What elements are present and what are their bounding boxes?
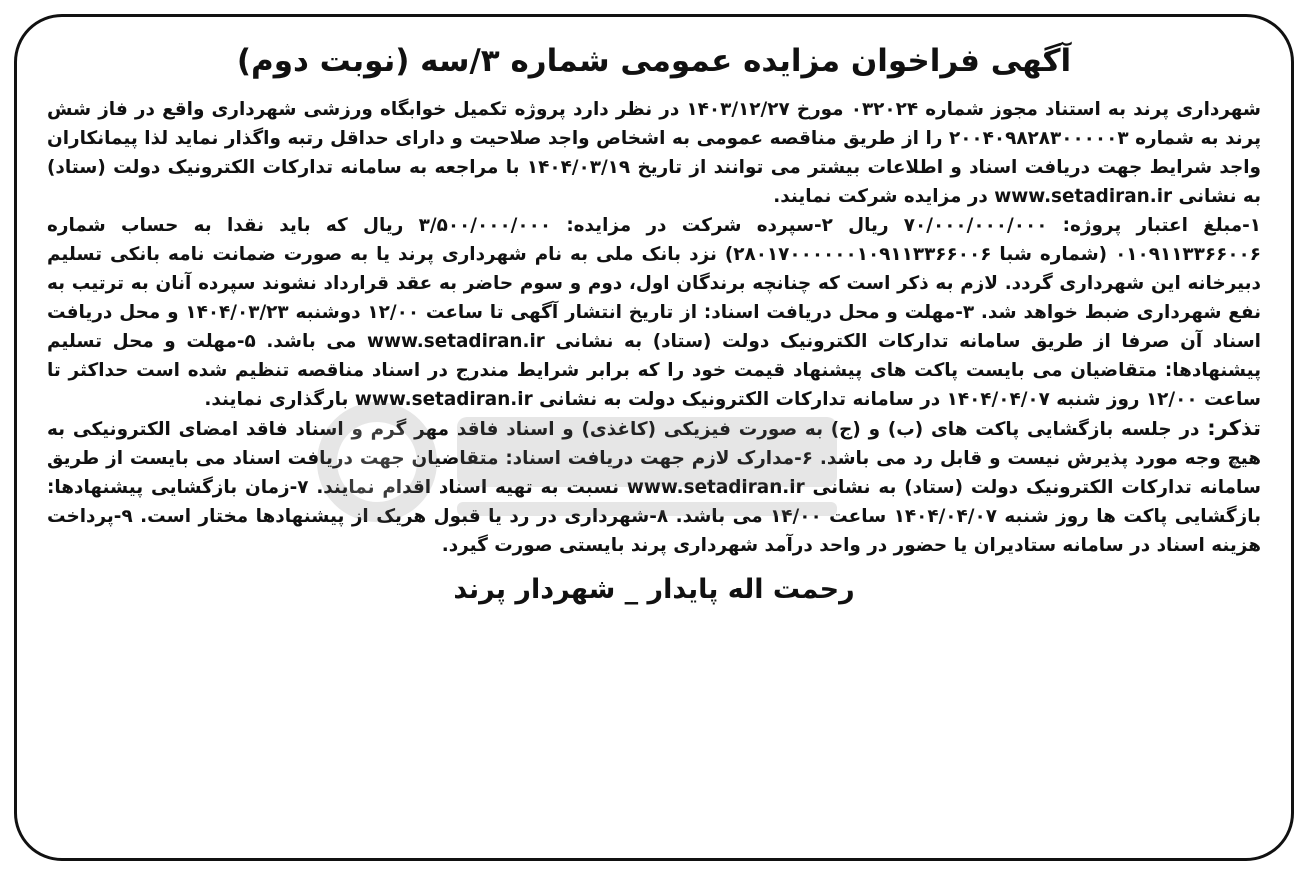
- notice-body: [47, 95, 1261, 560]
- note-text: در جلسه بازگشایی پاکت های (ب) و (ج) به صورت فیزیکی (کاغذی) و اسناد فاقد مهر گرم و اسناد فاقد امضای الکترونیکی به هیچ وجه مورد پذیرش نیست و قابل رد می باشد. ۶-مدارک لازم جهت دریافت اسناد: متقاضیان جهت دریافت اسناد می بایست از طریق سامانه تدارکات الکترونیک دولت (ستاد) به نشانی www.setadiran.ir نسبت به تهیه اسناد اقدام نمایند. ۷-زمان بازگشایی پیشنهادها: بازگشایی پاکت ها روز شنبه ۱۴۰۴/۰۴/۰۷ ساعت ۱۴/۰۰ می باشد. ۸-شهرداری در رد یا قبول هریک از پیشنهادها مختار است. ۹-پرداخت هزینه اسناد در سامانه ستادیران یا حضور در واحد درآمد شهرداری پرند بایستی صورت گیرد.: [47, 419, 1262, 556]
- note-label: تذکر:: [1207, 416, 1261, 440]
- notice-title: آگهی فراخوان مزایده عمومی شماره ۳/سه (نوبت دوم): [236, 43, 1072, 79]
- note-paragraph: [47, 414, 1261, 560]
- notice-frame: [14, 14, 1294, 861]
- intro-paragraph: شهرداری پرند به استناد مجوز شماره ۰۳۲۰۲۴ مورخ ۱۴۰۳/۱۲/۲۷ در نظر دارد پروژه تکمیل خوابگاه ورزشی شهرداری واقع در فاز شش پرند به شماره ۲۰۰۴۰۹۸۲۸۳۰۰۰۰۰۳ را از طریق مناقصه عمومی به اشخاص واجد صلاحیت و دارای حداقل رتبه واگذار نماید لذا پیمانکاران واجد شرایط جهت دریافت اسناد و اطلاعات بیشتر می توانند از تاریخ ۱۴۰۴/۰۳/۱۹ با مراجعه به سامانه تدارکات الکترونیک دولت (ستاد) به نشانی www.setadiran.ir در مزایده شرکت نمایند.: [47, 99, 1261, 207]
- signature: رحمت اله پایدار _ شهردار پرند: [453, 574, 855, 605]
- items-paragraph: ۱-مبلغ اعتبار پروژه: ۷۰/۰۰۰/۰۰۰/۰۰۰ ریال ۲-سپرده شرکت در مزایده: ۳/۵۰۰/۰۰۰/۰۰۰ ریال که باید نقدا به حساب شماره ۰۱۰۹۱۱۳۳۶۶۰۰۶ (شماره شبا ۲۸۰۱۷۰۰۰۰۰۰۱۰۹۱۱۳۳۶۶۰۰۶) نزد بانک ملی به نام شهرداری پرند یا به صورت ضمانت نامه بانکی تسلیم دبیرخانه این شهرداری گردد. لازم به ذکر است که چنانچه برندگان اول، دوم و سوم حاضر به عقد قرارداد نشوند سپرده آنان به ترتیب به نفع شهرداری ضبط خواهد شد. ۳-مهلت و محل دریافت اسناد: از تاریخ انتشار آگهی تا ساعت ۱۲/۰۰ دوشنبه ۱۴۰۴/۰۳/۲۳ و محل دریافت اسناد آن صرفا از طریق سامانه تدارکات الکترونیک دولت (ستاد) به نشانی www.setadiran.ir می باشد. ۵-مهلت و محل تسلیم پیشنهادها: متقاضیان می بایست پاکت های پیشنهاد قیمت خود را که برابر شرایط مندرج در اسناد مناقصه تنظیم شده است حداکثر تا ساعت ۱۲/۰۰ روز شنبه ۱۴۰۴/۰۴/۰۷ در سامانه تدارکات الکترونیک دولت به نشانی www.setadiran.ir بارگذاری نمایند.: [47, 215, 1261, 410]
